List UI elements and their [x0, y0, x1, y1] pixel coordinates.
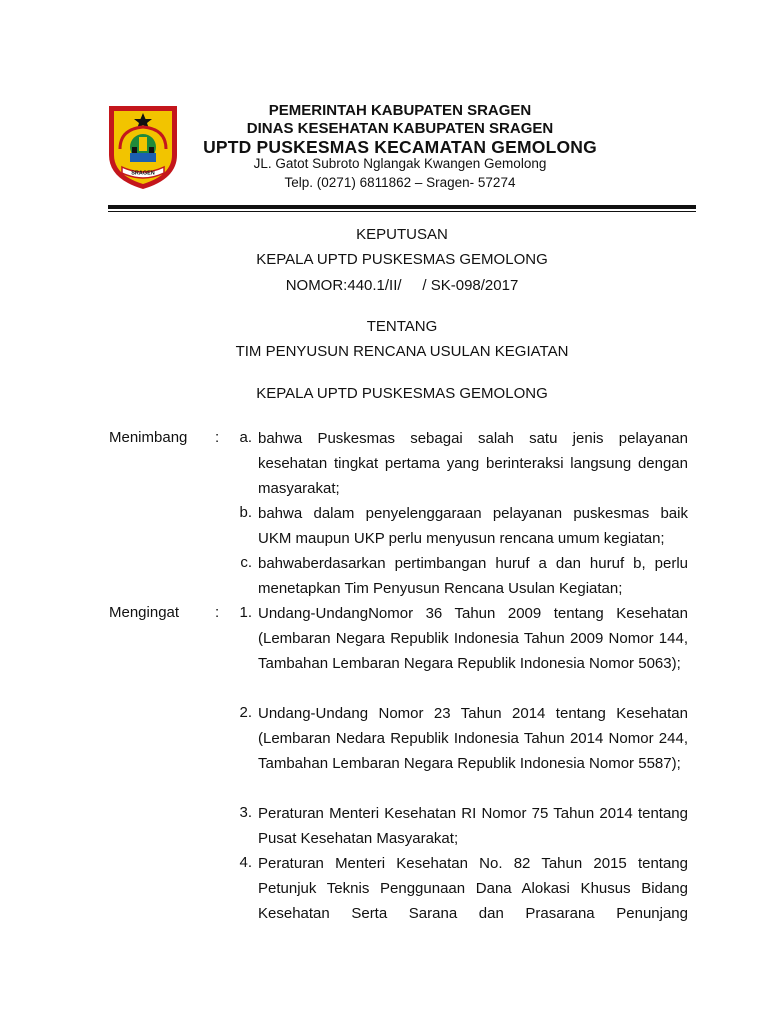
- mengingat-mark-1: 1.: [239, 604, 252, 621]
- mengingat-mark-4: 4.: [239, 854, 252, 871]
- letterhead-divider-thick: [108, 205, 696, 209]
- decree-about: TENTANG: [366, 318, 438, 335]
- menimbang-mark-c: c.: [240, 554, 252, 571]
- mengingat-item-4: Peraturan Menteri Kesehatan No. 82 Tahun 2015 tentang Petunjuk Teknis Penggunaan Dana Alokasi Khusus Bidang Kesehatan Serta Sarana dan Prasarana Penunjang: [258, 855, 688, 922]
- letterhead-department: DINAS KESEHATAN KABUPATEN SRAGEN: [246, 120, 554, 137]
- svg-text:SRAGEN: SRAGEN: [131, 170, 155, 177]
- menimbang-label: Menimbang: [109, 429, 188, 446]
- mengingat-mark-3: 3.: [239, 804, 252, 821]
- letterhead-phone: Telp. (0271) 6811862 – Sragen- 57274: [284, 175, 516, 190]
- mengingat-label: Mengingat: [109, 604, 180, 621]
- sragen-regency-logo: [106, 103, 180, 191]
- decree-subject: TIM PENYUSUN RENCANA USULAN KEGIATAN: [235, 343, 569, 360]
- letterhead-institution: UPTD PUSKESMAS KECAMATAN GEMOLONG: [203, 137, 597, 157]
- mengingat-colon: :: [215, 604, 220, 621]
- menimbang-colon: :: [215, 429, 220, 446]
- mengingat-item-3: Peraturan Menteri Kesehatan RI Nomor 75 Tahun 2014 tentang Pusat Kesehatan Masyarakat;: [258, 805, 688, 847]
- decree-issuer: KEPALA UPTD PUSKESMAS GEMOLONG: [256, 251, 548, 268]
- menimbang-mark-a: a.: [239, 429, 252, 446]
- letterhead-divider-thin: [108, 211, 696, 212]
- menimbang-mark-b: b.: [239, 504, 252, 521]
- decree-authority: KEPALA UPTD PUSKESMAS GEMOLONG: [256, 385, 548, 402]
- menimbang-item-a: bahwa Puskesmas sebagai salah satu jenis pelayanan kesehatan tingkat pertama yang berinteraksi langsung dengan masyarakat;: [258, 430, 688, 497]
- mengingat-item-2: Undang-Undang Nomor 23 Tahun 2014 tentang Kesehatan (Lembaran Nedara Republik Indonesia Tahun 2014 Nomor 244, Tambahan Lembaran Negara Republik Indonesia Nomor 5587);: [258, 705, 688, 772]
- mengingat-item-1: Undang-UndangNomor 36 Tahun 2009 tentang Kesehatan (Lembaran Negara Republik Indonesia Tahun 2009 Nomor 144, Tambahan Lembaran Negara Republik Indonesia Nomor 5063);: [258, 605, 688, 672]
- menimbang-item-b: bahwa dalam penyelenggaraan pelayanan puskesmas baik UKM maupun UKP perlu menyusun rencana umum kegiatan;: [258, 505, 688, 547]
- decree-number: NOMOR:440.1/II/ / SK-098/2017: [285, 277, 519, 294]
- decree-title: KEPUTUSAN: [356, 226, 448, 243]
- letterhead-government: PEMERINTAH KABUPATEN SRAGEN: [268, 102, 532, 119]
- menimbang-item-c: bahwaberdasarkan pertimbangan huruf a dan huruf b, perlu menetapkan Tim Penyusun Rencana Usulan Kegiatan;: [258, 555, 688, 597]
- mengingat-mark-2: 2.: [239, 704, 252, 721]
- letterhead-address: JL. Gatot Subroto Nglangak Kwangen Gemolong: [253, 156, 547, 171]
